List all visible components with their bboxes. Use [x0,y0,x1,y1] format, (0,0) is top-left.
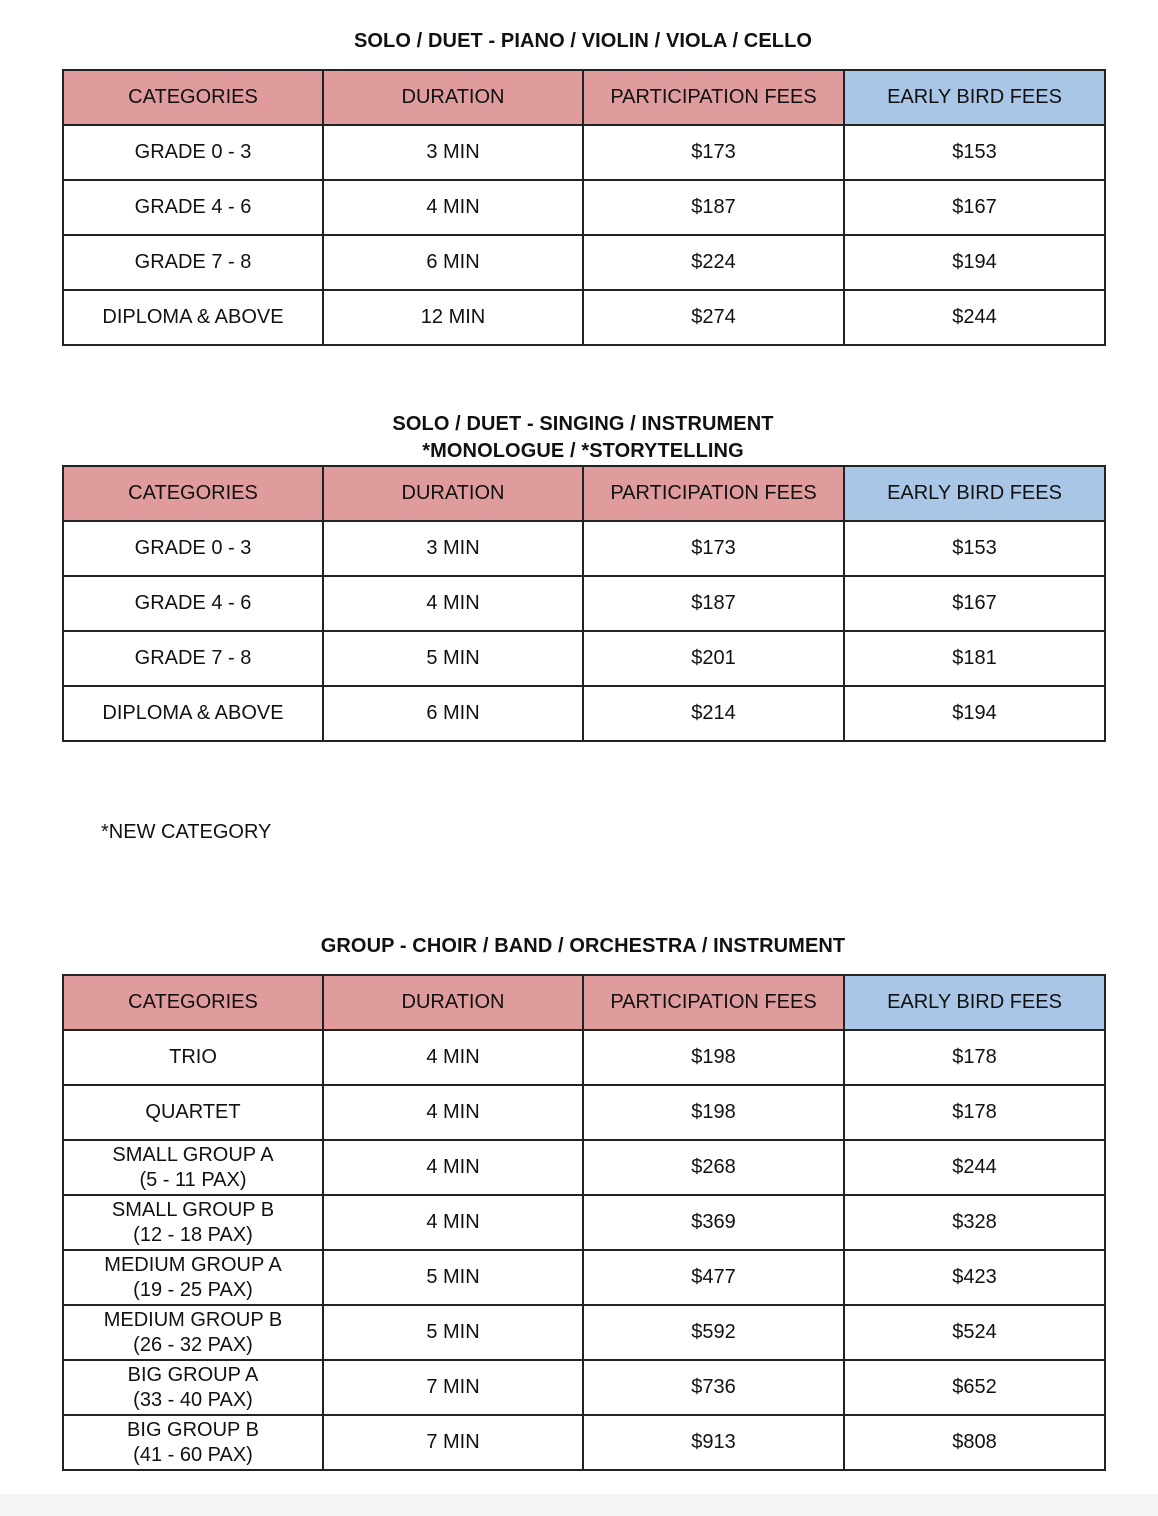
table-row [63,576,1105,631]
category-line: TRIO [169,1046,217,1068]
section-3-title-line: GROUP - CHOIR / BAND / ORCHESTRA / INSTRUMENT [320,935,846,957]
table-header-row [63,70,1105,125]
category-line: MEDIUM GROUP A [104,1253,282,1276]
cell-participation-fee: $201 [583,631,844,686]
cell-category [63,1085,323,1140]
table-row [63,1415,1105,1470]
fee-table-group [62,974,1106,1471]
table-body [63,521,1105,741]
table-row [63,290,1105,345]
cell-duration: 4 MIN [323,1030,583,1085]
cell-early-bird-fee: $153 [844,125,1105,180]
cell-duration: 7 MIN [323,1415,583,1470]
section-1-title [62,28,1104,55]
fee-table-solo-piano-strings [62,69,1106,346]
table-row [63,521,1105,576]
category-line: DIPLOMA & ABOVE [102,702,284,724]
cell-early-bird-fee: $153 [844,521,1105,576]
cell-early-bird-fee: $167 [844,576,1105,631]
cell-duration: 4 MIN [323,1085,583,1140]
cell-category [63,1250,323,1305]
category-line: SMALL GROUP A [112,1143,274,1166]
section-1-title-line: SOLO / DUET - PIANO / VIOLIN / VIOLA / CELLO [353,30,813,52]
cell-participation-fee: $198 [583,1085,844,1140]
page-bottom-edge [0,1494,1158,1516]
cell-category [63,180,323,235]
header-early-bird-fees: EARLY BIRD FEES [844,70,1105,125]
category-line: GRADE 4 - 6 [134,592,252,614]
cell-category [63,1195,323,1250]
category-line: BIG GROUP A [127,1363,259,1386]
cell-participation-fee: $736 [583,1360,844,1415]
table-header-row [63,466,1105,521]
cell-participation-fee: $173 [583,125,844,180]
cell-category [63,686,323,741]
section-3-title [62,933,1104,960]
cell-participation-fee: $268 [583,1140,844,1195]
cell-participation-fee: $173 [583,521,844,576]
cell-early-bird-fee: $244 [844,1140,1105,1195]
category-line: (12 - 18 PAX) [133,1223,253,1246]
cell-duration: 3 MIN [323,521,583,576]
cell-participation-fee: $214 [583,686,844,741]
cell-early-bird-fee: $808 [844,1415,1105,1470]
cell-early-bird-fee: $244 [844,290,1105,345]
cell-early-bird-fee: $194 [844,235,1105,290]
cell-duration: 5 MIN [323,1305,583,1360]
fee-table-solo-singing-instrument [62,465,1106,742]
header-categories: CATEGORIES [63,466,323,521]
cell-early-bird-fee: $178 [844,1030,1105,1085]
cell-early-bird-fee: $652 [844,1360,1105,1415]
cell-early-bird-fee: $167 [844,180,1105,235]
cell-duration: 12 MIN [323,290,583,345]
cell-participation-fee: $187 [583,180,844,235]
cell-participation-fee: $913 [583,1415,844,1470]
new-category-note: *NEW CATEGORY [101,821,272,843]
cell-early-bird-fee: $328 [844,1195,1105,1250]
cell-category [63,1305,323,1360]
table-row [63,1085,1105,1140]
header-categories: CATEGORIES [63,70,323,125]
cell-participation-fee: $369 [583,1195,844,1250]
table-row [63,1030,1105,1085]
table-row [63,180,1105,235]
table-row [63,235,1105,290]
cell-category [63,125,323,180]
header-participation-fees: PARTICIPATION FEES [583,975,844,1030]
category-line: (33 - 40 PAX) [133,1388,253,1411]
table-row [63,1360,1105,1415]
section-2-title [62,411,1104,465]
cell-category [63,1415,323,1470]
category-line: QUARTET [145,1101,241,1123]
category-line: GRADE 7 - 8 [134,647,252,669]
cell-duration: 7 MIN [323,1360,583,1415]
header-duration: DURATION [323,466,583,521]
cell-duration: 6 MIN [323,686,583,741]
cell-category [63,290,323,345]
header-duration: DURATION [323,975,583,1030]
table-body [63,1030,1105,1470]
table-row [63,686,1105,741]
cell-duration: 4 MIN [323,1195,583,1250]
cell-duration: 4 MIN [323,1140,583,1195]
table-header-row [63,975,1105,1030]
header-participation-fees: PARTICIPATION FEES [583,466,844,521]
cell-participation-fee: $592 [583,1305,844,1360]
category-line: (41 - 60 PAX) [133,1443,253,1466]
cell-category [63,1140,323,1195]
header-categories: CATEGORIES [63,975,323,1030]
category-line: GRADE 4 - 6 [134,196,252,218]
table-row [63,1140,1105,1195]
cell-category [63,1360,323,1415]
cell-category [63,576,323,631]
category-line: BIG GROUP B [127,1418,259,1441]
cell-category [63,631,323,686]
cell-participation-fee: $224 [583,235,844,290]
cell-early-bird-fee: $178 [844,1085,1105,1140]
category-line: (19 - 25 PAX) [133,1278,253,1301]
category-line: (26 - 32 PAX) [133,1333,253,1356]
table-body [63,125,1105,345]
cell-duration: 3 MIN [323,125,583,180]
cell-duration: 6 MIN [323,235,583,290]
category-line: GRADE 0 - 3 [134,537,252,559]
category-line: SMALL GROUP B [111,1198,275,1221]
section-2-title-line-1: SOLO / DUET - SINGING / INSTRUMENT [392,413,774,435]
category-line: GRADE 0 - 3 [134,141,252,163]
header-duration: DURATION [323,70,583,125]
header-participation-fees: PARTICIPATION FEES [583,70,844,125]
category-line: MEDIUM GROUP B [103,1308,283,1331]
cell-duration: 4 MIN [323,576,583,631]
table-row [63,1250,1105,1305]
table-row [63,1305,1105,1360]
cell-participation-fee: $198 [583,1030,844,1085]
cell-early-bird-fee: $194 [844,686,1105,741]
header-early-bird-fees: EARLY BIRD FEES [844,466,1105,521]
cell-participation-fee: $187 [583,576,844,631]
header-early-bird-fees: EARLY BIRD FEES [844,975,1105,1030]
cell-category [63,235,323,290]
cell-duration: 5 MIN [323,631,583,686]
section-2-title-line-2: *MONOLOGUE / *STORYTELLING [422,440,744,462]
table-row [63,125,1105,180]
category-line: DIPLOMA & ABOVE [102,306,284,328]
cell-category [63,521,323,576]
cell-duration: 5 MIN [323,1250,583,1305]
cell-participation-fee: $477 [583,1250,844,1305]
category-line: (5 - 11 PAX) [139,1168,247,1191]
cell-early-bird-fee: $423 [844,1250,1105,1305]
cell-participation-fee: $274 [583,290,844,345]
cell-category [63,1030,323,1085]
cell-early-bird-fee: $524 [844,1305,1105,1360]
cell-duration: 4 MIN [323,180,583,235]
table-row [63,631,1105,686]
category-line: GRADE 7 - 8 [134,251,252,273]
cell-early-bird-fee: $181 [844,631,1105,686]
table-row [63,1195,1105,1250]
